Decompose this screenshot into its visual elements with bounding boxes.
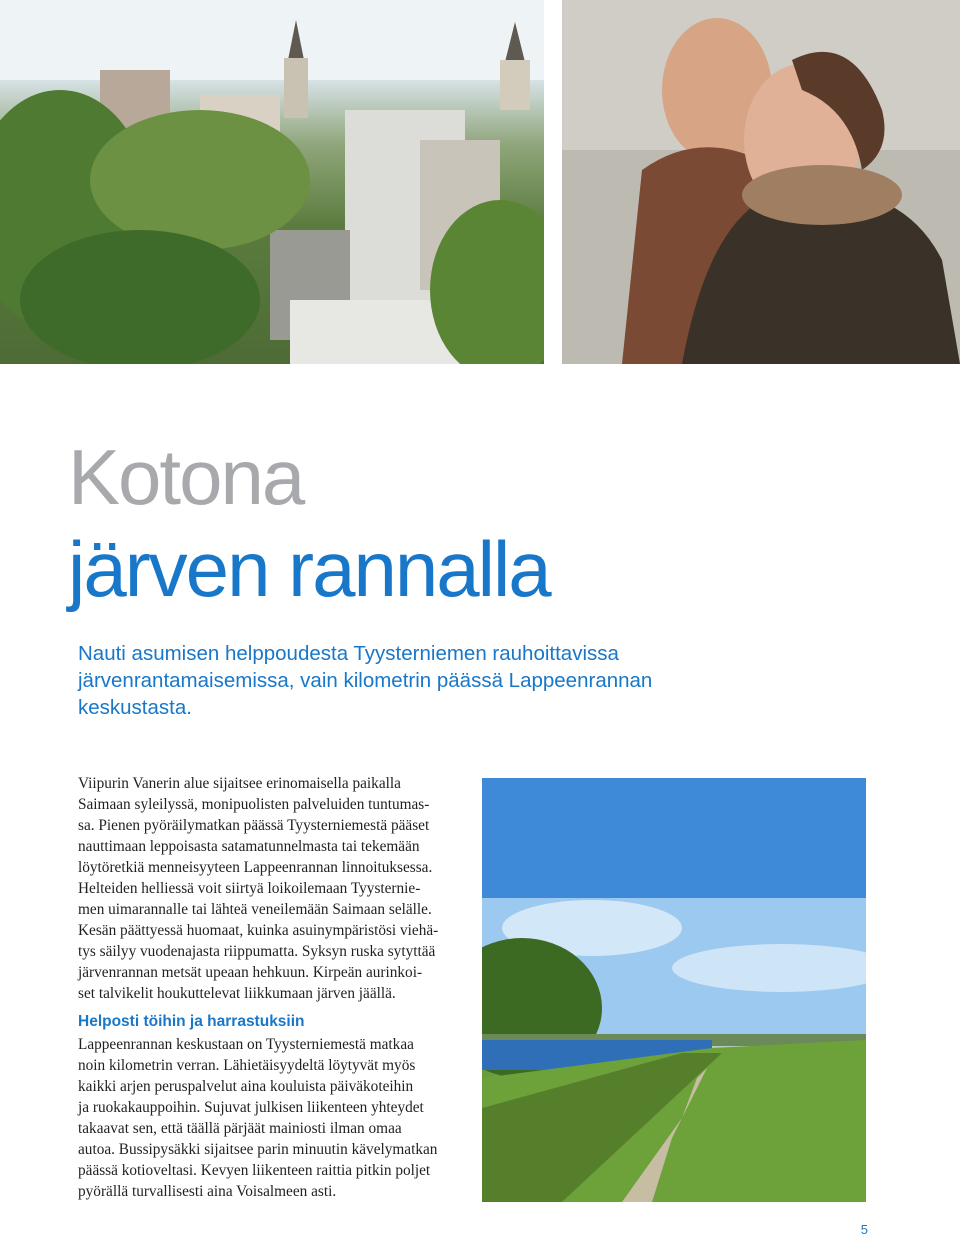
text-line: ja ruokakauppoihin. Sujuvat julkisen liikenteen yhteydet: [78, 1099, 424, 1116]
text-line: men uimarannalle tai lähteä veneilemään Saimaan selälle.: [78, 901, 432, 918]
lakeside-path-photo: [482, 778, 866, 1202]
title-line-1: Kotona: [68, 433, 304, 521]
city-rooftops-photo: [0, 0, 544, 364]
text-line: set talvikelit houkuttelevat liikkumaan järven jäällä.: [78, 985, 396, 1002]
text-line: Lappeenrannan keskustaan on Tyysterniemestä matkaa: [78, 1036, 414, 1053]
text-line: kaikki arjen peruspalvelut aina kouluista päiväkoteihin: [78, 1078, 414, 1095]
text-line: Saimaan syleilyssä, monipuolisten palveluiden tuntumas-: [78, 796, 430, 813]
text-line: tys säilyy vuodenajasta riippumatta. Syksyn ruska sytyttää: [78, 943, 436, 960]
city-rooftops-illustration: [0, 0, 544, 364]
lakeside-illustration: [482, 778, 866, 1202]
text-line: Helteiden helliessä voit siirtyä loikoilemaan Tyysternie-: [78, 880, 421, 897]
transport-paragraph: [78, 1034, 468, 1202]
title-line-2: järven rannalla: [68, 525, 550, 613]
text-line: löytöretkiä menneisyyteen Lappeenrannan linnoituksessa.: [78, 859, 433, 876]
text-line: järvenrannan metsät upeaan hehkuun. Kirpeän aurinkoi-: [78, 964, 423, 981]
couple-by-lake-photo: [562, 0, 960, 364]
text-line: Viipurin Vanerin alue sijaitsee erinomaisella paikalla: [78, 775, 401, 792]
page-number: 5: [860, 1222, 868, 1237]
section-heading: Helposti töihin ja harrastuksiin: [78, 1013, 305, 1030]
text-line: takaavat sen, että täällä pärjäät mainiosti ilman omaa: [78, 1120, 402, 1137]
lead-paragraph: Nauti asumisen helppoudesta Tyysterniemen rauhoittavissa järvenrantamaisemissa, vain kilometrin päässä Lappeenrannan keskustasta.: [78, 642, 653, 719]
intro-paragraph: [78, 773, 468, 1004]
text-line: sa. Pienen pyöräilymatkan päässä Tyysterniemestä pääset: [78, 817, 430, 834]
text-line: Kesän päättyessä huomaat, kuinka asuinympäristösi viehä-: [78, 922, 439, 939]
text-line: päässä kotioveltasi. Kevyen liikenteen raittia pitkin poljet: [78, 1162, 431, 1179]
text-line: nauttimaan leppoisasta satamatunnelmasta tai tekemään: [78, 838, 420, 855]
couple-illustration: [562, 0, 960, 364]
text-line: pyörällä turvallisesti aina Voisalmeen asti.: [78, 1183, 337, 1200]
text-line: noin kilometrin verran. Lähietäisyydeltä löytyvät myös: [78, 1057, 416, 1074]
text-line: autoa. Bussipysäkki sijaitsee parin minuutin kävelymatkan: [78, 1141, 438, 1158]
